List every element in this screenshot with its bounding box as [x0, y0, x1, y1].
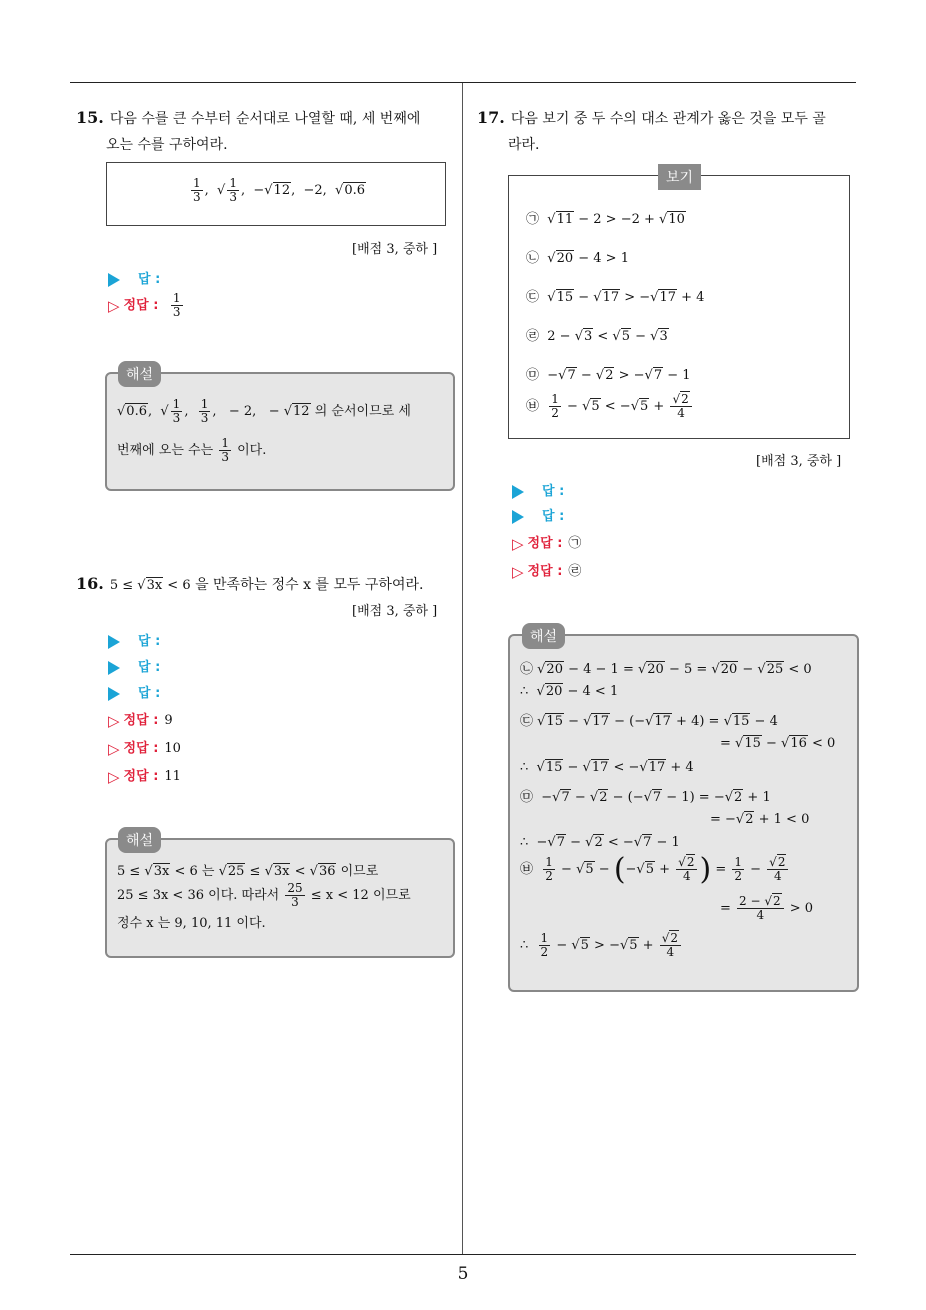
outline-triangle-icon: ▷	[108, 296, 120, 315]
outline-triangle-icon: ▷	[512, 562, 524, 581]
column-divider	[462, 83, 463, 1255]
outline-triangle-icon: ▷	[512, 534, 524, 553]
q16-score: [배점 3, 중하 ]	[352, 604, 438, 619]
q17-sol-line11: ∴ $\frac{1}{2}$ − √5 > −√5 + $\frac{√2}{4}$	[520, 932, 683, 959]
filled-triangle-icon	[108, 687, 120, 701]
q15-answer-label: 답 :	[138, 272, 161, 287]
q16-correct-row-1: ▷ 정답 : 9	[108, 711, 173, 730]
bogi-item-5: ㉤ −√7 − √2 > −√7 − 1	[526, 368, 691, 383]
q17-sol-line3: ㉢ √15 − √17 − (−√17 + 4) = √15 − 4	[520, 714, 778, 729]
q16-solution-line1: 5 ≤ √3x < 6 는 √25 ≤ √3x < √36 이므로	[117, 864, 379, 879]
bogi-item-3: ㉢ √15 − √17 > −√17 + 4	[526, 290, 705, 305]
q15-text-line2: 오는 수를 구하여라.	[106, 137, 228, 153]
q17-sol-line10: = $\frac{2 - √2}{4}$ > 0	[720, 894, 814, 922]
q17-answer-row-2: 답 :	[512, 505, 564, 524]
outline-triangle-icon: ▷	[108, 767, 120, 786]
q17-solution-tag: 해설	[522, 623, 565, 649]
q15-score: [배점 3, 중하 ]	[352, 242, 438, 257]
q16-solution-line2: 25 ≤ 3x < 36 이다. 따라서 $\frac{25}{3}$ ≤ x < 12 이므로	[117, 881, 411, 909]
q15-correct-label: 정답 :	[123, 298, 159, 313]
q17-answer-row-1: 답 :	[512, 480, 564, 499]
q17-number: 17.	[477, 108, 505, 127]
q16-correct-row-2: ▷ 정답 : 10	[108, 739, 181, 758]
q16-text: 을 만족하는 정수 x 를 모두 구하여라.	[195, 577, 424, 593]
q17-text-line2: 라라.	[508, 137, 540, 153]
q15-solution-line1: √0.6, √ $\frac{1}{3}$ , $\frac{1}{3}$ , − 2, − √12 의 순서이므로 세	[117, 397, 411, 425]
bogi-item-6: ㉥ $\frac{1}{2}$ − √5 < −√5 + $\frac{√2}{4}$	[526, 393, 694, 420]
q17-sol-line8: ∴ −√7 − √2 < −√7 − 1	[520, 835, 680, 850]
page-number: 5	[457, 1264, 469, 1284]
bogi-item-1: ㉠ √11 − 2 > −2 + √10	[526, 212, 685, 227]
filled-triangle-icon	[108, 635, 120, 649]
filled-triangle-icon	[108, 661, 120, 675]
bogi-item-2: ㉡ √20 − 4 > 1	[526, 251, 629, 266]
q17-sol-line2: ∴ √20 − 4 < 1	[520, 684, 619, 699]
q17-question	[477, 104, 826, 133]
q15-number-list: $\frac{1}{3}$ , √ $\frac{1}{3}$ , −√12, −2, √0.6	[193, 176, 366, 204]
outline-triangle-icon: ▷	[108, 739, 120, 758]
q16-answer-row-3: 답 :	[108, 682, 160, 701]
q17-sol-line1: ㉡ √20 − 4 − 1 = √20 − 5 = √20 − √25 < 0	[520, 662, 812, 677]
q16-answer-row-1: 답 :	[108, 630, 160, 649]
q17-text-line1: 다음 보기 중 두 수의 대소 관계가 옳은 것을 모두 골	[510, 111, 826, 127]
bottom-rule	[70, 1254, 856, 1255]
q17-sol-line9: ㉥ $\frac{1}{2}$ − √5 − (−√5 + $\frac{√2}{4}$ ) = $\frac{1}{2}$ − $\frac{√2}{4}$	[520, 852, 790, 887]
top-rule	[70, 82, 856, 83]
q17-sol-line7: = −√2 + 1 < 0	[710, 812, 810, 827]
filled-triangle-icon	[512, 510, 524, 524]
q16-question: 16. 5 ≤ √3x < 6 을 만족하는 정수 x 를 모두 구하여라.	[76, 574, 424, 593]
q16-number: 16.	[76, 574, 104, 593]
q15-solution-box	[105, 372, 455, 491]
q15-number: 15.	[76, 108, 104, 127]
q16-answer-row-2: 답 :	[108, 656, 160, 675]
q16-correct-row-3: ▷ 정답 : 11	[108, 767, 181, 786]
q15-number-box	[106, 162, 446, 226]
q17-correct-row-2: ▷ 정답 : ㉣	[512, 562, 582, 581]
q15-answer-row	[108, 268, 160, 287]
q17-sol-line5: ∴ √15 − √17 < −√17 + 4	[520, 760, 694, 775]
q16-solution-tag: 해설	[118, 827, 161, 853]
q17-sol-line6: ㉤ −√7 − √2 − (−√7 − 1) = −√2 + 1	[520, 790, 771, 805]
q17-correct-row-1: ▷ 정답 : ㉠	[512, 534, 582, 553]
filled-triangle-icon	[108, 273, 120, 287]
outline-triangle-icon: ▷	[108, 711, 120, 730]
q15-text-line1: 다음 수를 큰 수부터 순서대로 나열할 때, 세 번째에	[109, 111, 421, 127]
q15-correct-row: ▷ 정답 : $\frac{1}{3}$	[108, 291, 181, 319]
bogi-item-4: ㉣ 2 − √3 < √5 − √3	[526, 329, 668, 344]
q17-bogi-tag: 보기	[658, 164, 701, 190]
q15-question	[76, 104, 420, 133]
q17-score: [배점 3, 중하 ]	[756, 454, 842, 469]
q15-solution-tag: 해설	[118, 361, 161, 387]
q15-solution-line2: 번째에 오는 수는 $\frac{1}{3}$ 이다.	[117, 436, 267, 464]
q17-sol-line4: = √15 − √16 < 0	[720, 736, 836, 751]
q16-solution-line3: 정수 x 는 9, 10, 11 이다.	[117, 916, 266, 931]
filled-triangle-icon	[512, 485, 524, 499]
